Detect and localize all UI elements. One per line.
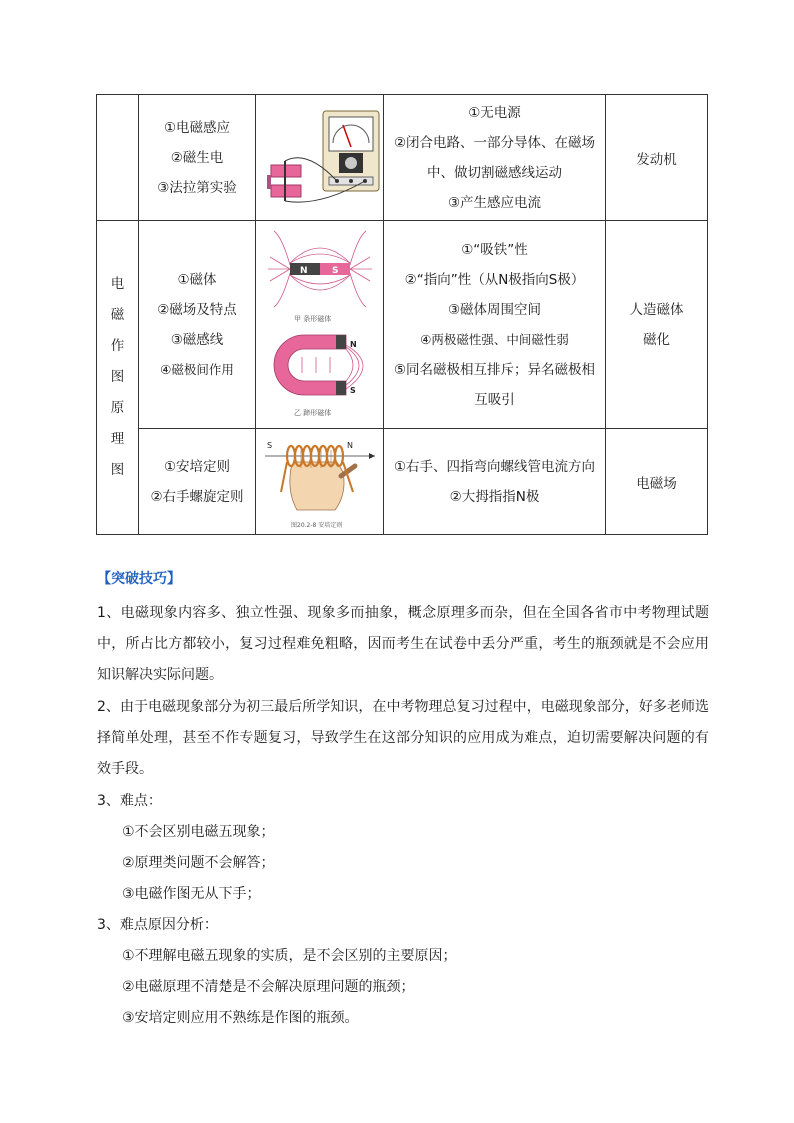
point-item: 中、做切割磁感线运动 [427, 164, 562, 181]
difficulty-title: 3、难点： [97, 793, 162, 809]
point-item: 互吸引 [474, 391, 515, 408]
tips-heading: 【突破技巧】 [97, 571, 181, 587]
concept-item: ②磁生电 [170, 149, 224, 166]
concept-item: ③法拉第实验 [157, 179, 237, 196]
difficulty-item: ③电磁作图无从下手； [122, 886, 261, 902]
points-cell [384, 221, 606, 429]
svg-text:S: S [266, 440, 272, 450]
point-item: ①无电源 [468, 104, 521, 121]
application-cell: 发动机 [606, 95, 708, 221]
table-row [97, 429, 708, 535]
difficulty-item: ②原理类问题不会解答； [122, 855, 275, 871]
point-item: ①“吸铁”性 [461, 241, 528, 258]
application-item: 磁化 [643, 331, 670, 348]
point-item: ⑤同名磁极相互排斥；异名磁极相 [393, 361, 596, 378]
concepts-cell [139, 221, 256, 429]
tips-paragraph-1: 1、电磁现象内容多、独立性强、现象多而抽象，概念原理多而杂，但在全国各省市中考物理试题中，所占比方都较小，复习过程难免粗略，因而考生在试卷中丢分严重，考生的瓶颈就是不会应用知识解决实际问题。 [97, 605, 709, 683]
concept-item: ①安培定则 [163, 458, 231, 475]
svg-text:N: N [299, 265, 308, 276]
svg-text:N: N [349, 339, 357, 349]
point-item: ③磁体周围空间 [447, 301, 542, 318]
points-cell [384, 429, 606, 535]
empty-group-cell [97, 95, 139, 221]
tips-paragraph-2: 2、由于电磁现象部分为初三最后所学知识，在中考物理总复习过程中，电磁现象部分，好多老师选择简单处理，甚至不作专题复习，导致学生在这部分知识的应用成为难点，迫切需要解决问题的有效手段。 [97, 699, 709, 777]
svg-text:N: N [346, 440, 353, 450]
group-label: 电磁作图原理图 [110, 276, 125, 478]
table-row [97, 95, 708, 221]
concepts-cell [139, 95, 256, 221]
bar-magnet-caption: 甲 条形磁体 [293, 314, 331, 323]
magnetic-field-lines-illustration [260, 227, 380, 423]
right-hand-solenoid-illustration [261, 432, 379, 532]
cause-item: ③安培定则应用不熟练是作图的瓶颈。 [122, 1010, 359, 1026]
u-magnet-caption: 乙 蹄形磁体 [293, 408, 331, 417]
table-row [97, 221, 708, 429]
point-item: ④两极磁性强、中间磁性弱 [420, 331, 569, 347]
difficulty-item: ①不会区别电磁五现象； [122, 824, 275, 840]
concepts-cell [139, 429, 256, 535]
concept-item: ②磁场及特点 [157, 301, 237, 318]
point-item: ①右手、四指弯向螺线管电流方向 [393, 458, 596, 475]
application-cell: 电磁场 [606, 429, 708, 535]
magnet-field-image [256, 221, 384, 429]
ampere-rule-caption: 图20.2-8 安培定则 [290, 521, 342, 529]
cause-analysis-title: 3、难点原因分析： [97, 917, 218, 933]
induction-experiment-image [256, 95, 384, 221]
galvanometer-experiment-illustration [259, 103, 381, 213]
group-label-cell [97, 221, 139, 535]
summary-table [96, 94, 708, 535]
point-item: ②“指向”性（从N极指向S极） [404, 271, 585, 288]
point-item: ②闭合电路、一部分导体、在磁场 [393, 134, 596, 151]
ampere-rule-image [256, 429, 384, 535]
point-item: ②大拇指指N极 [449, 488, 540, 505]
cause-item: ②电磁原理不清楚是不会解决原理问题的瓶颈； [122, 979, 415, 995]
concept-item: ②右手螺旋定则 [150, 488, 244, 505]
points-cell [384, 95, 606, 221]
svg-text:S: S [331, 265, 338, 276]
cause-item: ①不理解电磁五现象的实质，是不会区别的主要原因； [122, 948, 457, 964]
concept-item: ④磁极间作用 [160, 361, 234, 377]
application-item: 人造磁体 [629, 301, 684, 318]
svg-text:S: S [349, 385, 356, 395]
concept-item: ①电磁感应 [163, 119, 231, 136]
concept-item: ①磁体 [177, 271, 217, 288]
point-item: ③产生感应电流 [447, 194, 542, 211]
concept-item: ③磁感线 [170, 331, 224, 348]
application-cell [606, 221, 708, 429]
